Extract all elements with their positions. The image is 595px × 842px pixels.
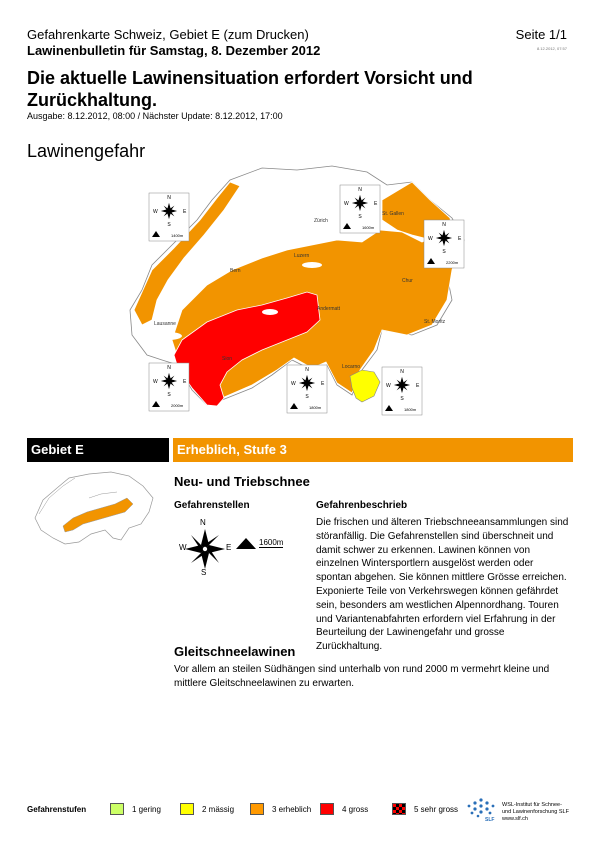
- legend-label: 4 gross: [342, 804, 369, 814]
- svg-text:1800m: 1800m: [404, 407, 417, 412]
- svg-text:2200m: 2200m: [446, 260, 459, 265]
- problem-title-gliding: Gleitschneelawinen: [174, 644, 296, 659]
- svg-text:E: E: [183, 379, 187, 385]
- section-title: Lawinengefahr: [27, 141, 146, 161]
- rose-w: W: [179, 543, 187, 552]
- slf-logo-icon: [464, 796, 498, 822]
- svg-text:S: S: [167, 222, 171, 228]
- svg-text:E: E: [321, 381, 325, 387]
- city-label: Chur: [402, 278, 413, 284]
- mountain-icon: [236, 538, 256, 549]
- rose-n: N: [200, 518, 206, 527]
- svg-text:S: S: [305, 394, 309, 400]
- svg-text:E: E: [416, 383, 420, 389]
- legend-label: 2 mässig: [202, 804, 235, 814]
- problem-title: Neu- und Triebschnee: [174, 474, 310, 489]
- svg-text:1800m: 1800m: [309, 405, 322, 410]
- svg-text:S: S: [358, 214, 362, 220]
- svg-text:W: W: [291, 381, 296, 387]
- svg-text:S: S: [400, 396, 404, 402]
- danger-level: Erheblich, Stufe 3: [173, 438, 573, 462]
- region-name: Gebiet E: [27, 438, 169, 462]
- city-label: Luzern: [294, 253, 310, 259]
- svg-text:SLF: SLF: [485, 817, 495, 822]
- city-label: Zürich: [314, 218, 328, 224]
- svg-text:1400m: 1400m: [171, 233, 184, 238]
- svg-text:2000m: 2000m: [171, 403, 184, 408]
- legend-item: [110, 802, 161, 816]
- legend-item: [320, 802, 368, 816]
- org-text: WSL-Institut für Schnee- und Lawinenforschung SLF www.slf.ch: [502, 802, 569, 822]
- rose-box: [287, 365, 327, 413]
- swatch-level-5: [392, 803, 406, 815]
- gliding-description: Vor allem an steilen Südhängen sind unterhalb von rund 2000 m vermehrt kleine und mittlere Gleitschneelawinen zu erwarten.: [174, 664, 550, 689]
- city-label: St. Gallen: [382, 211, 404, 217]
- legend-item: [392, 802, 458, 816]
- swatch-level-1: [110, 803, 124, 815]
- region-mini-map: [29, 468, 159, 550]
- svg-text:W: W: [428, 236, 433, 242]
- svg-text:E: E: [374, 201, 378, 207]
- svg-text:W: W: [344, 201, 349, 207]
- document-title: Gefahrenkarte Schweiz, Gebiet E (zum Drucken): [27, 27, 309, 42]
- rose-box: [424, 220, 464, 268]
- city-label: Locarno: [342, 364, 361, 370]
- city-label: Bern: [230, 268, 241, 274]
- svg-text:N: N: [442, 222, 446, 228]
- region-bar: [27, 438, 573, 462]
- rose-e: E: [226, 543, 232, 552]
- rose-box: [382, 367, 422, 415]
- col-label-description: Gefahrenbeschrieb: [316, 500, 408, 511]
- svg-text:N: N: [305, 367, 309, 373]
- svg-text:1600m: 1600m: [362, 225, 375, 230]
- swatch-level-4: [320, 803, 334, 815]
- aspect-rose: [176, 518, 296, 580]
- svg-text:W: W: [153, 379, 158, 385]
- print-timestamp: 8.12.2012, 07:57: [536, 46, 567, 51]
- legend-label: 3 erheblich: [272, 804, 312, 814]
- city-label: Andermatt: [317, 306, 341, 312]
- col-label-locations: Gefahrenstellen: [174, 500, 250, 511]
- issue-line: Ausgabe: 8.12.2012, 08:00 / Nächster Update: 8.12.2012, 17:00: [27, 111, 283, 121]
- legend-item: [250, 802, 311, 816]
- swatch-level-3: [250, 803, 264, 815]
- danger-description: Die frischen und älteren Triebschneeansammlungen sind störanfällig. Die Gefahrenstellen sind überschneit und damit schwer zu erkennen. Lawinen können von einzelnen Wintersportlern ausgelöst werden oder spontan abgehen. Sie können mittlere Grösse erreichen. Exponierte Teile von Verkehrswegen können gefährdet sein, besonders am westlichen Alpennordhang. Touren und Variantenabfahrten erfordern viel Erfahrung in der Beurteilung der Lawinengefahr und grosse Zurückhaltung.: [316, 517, 569, 653]
- svg-text:N: N: [167, 365, 171, 371]
- region-yellow: [350, 370, 380, 402]
- page-number: Seite 1/1: [515, 27, 567, 42]
- svg-text:N: N: [358, 187, 362, 193]
- city-label: St. Moritz: [424, 319, 446, 325]
- svg-text:E: E: [458, 236, 462, 242]
- swatch-level-2: [180, 803, 194, 815]
- legend-item: [180, 802, 234, 816]
- svg-text:E: E: [183, 209, 187, 215]
- svg-text:W: W: [386, 383, 391, 389]
- rose-box: [340, 185, 380, 233]
- legend-label: 5 sehr gross: [414, 804, 459, 814]
- danger-map: [112, 160, 467, 420]
- svg-text:N: N: [167, 195, 171, 201]
- city-label: Lausanne: [154, 321, 176, 327]
- svg-text:W: W: [153, 209, 158, 215]
- bulletin-date: Lawinenbulletin für Samstag, 8. Dezember 2012: [27, 43, 321, 58]
- svg-text:N: N: [400, 369, 404, 375]
- city-label: Sion: [222, 356, 233, 362]
- svg-text:S: S: [442, 249, 446, 255]
- rose-box: [149, 363, 189, 411]
- elevation-label: 1600m: [259, 538, 284, 547]
- legend-label: 1 gering: [132, 804, 161, 814]
- rose-s: S: [201, 568, 207, 577]
- headline: Die aktuelle Lawinensituation erfordert Vorsicht und Zurückhaltung.: [27, 68, 473, 110]
- svg-text:S: S: [167, 392, 171, 398]
- rose-box: [149, 193, 189, 241]
- legend-title: Gefahrenstufen: [27, 805, 87, 814]
